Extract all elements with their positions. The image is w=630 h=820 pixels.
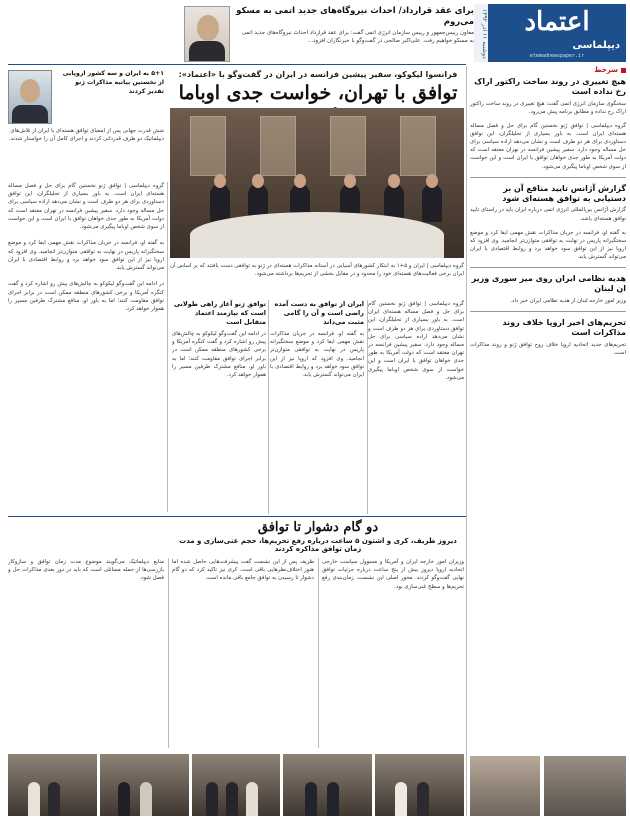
column-rule bbox=[318, 558, 319, 748]
sidebar-story-title[interactable]: هیچ تغییری در روند ساخت راکتور اراک رخ نداده است bbox=[474, 77, 626, 97]
photo-figure bbox=[118, 782, 130, 816]
photo-head bbox=[388, 174, 400, 188]
photo-table bbox=[190, 212, 444, 258]
sidebar-story-body: وزیر امور خارجه لبنان از هدیه نظامی ایران خبر داد. bbox=[510, 297, 626, 304]
section-title[interactable]: دو گام دشوار تا توافق bbox=[257, 520, 379, 535]
quote-lead: ۵+۱ به ایران و سه کشور اروپایی از نخستین بیانیه مذاکرات ژنو تقدیر کردند bbox=[62, 70, 164, 95]
sidebar-label: سرخط bbox=[470, 66, 626, 74]
section-column bbox=[322, 558, 464, 748]
issue-date: دوشنبه ۱۱ آذر ۱۳۹۲ bbox=[474, 4, 488, 62]
article-text: در ادامه این گفت‌وگو لیکوکو به چالش‌های پیش رو اشاره کرد و گفت کنگره آمریکا و برخی کشورهای منطقه ممکن است در برابر اجرای توافق مقاومت کنند؛ اما به باور او، منافع مشترک طرفین مسیر را هموار خواهد کرد. bbox=[8, 281, 164, 313]
article-column bbox=[368, 300, 464, 514]
section-rule bbox=[8, 516, 466, 517]
article-text: گروه دیپلماسی | توافق ژنو نخستین گام برای حل و فصل مساله هسته‌ای ایران است. به باور بسیاری از تحلیلگران، این توافق دستاوردی برای هر دو طرف است و نشان می‌دهد اراده سیاسی برای حل مساله وجود دارد. سفیر پیشین فرانسه در تهران معتقد است که دولت آمریکا به طور جدی خواهان توافق با ایران است و این خواست از سوی شخص اوباما پیگیری می‌شود. bbox=[8, 183, 164, 231]
top-story-title[interactable]: برای عقد قرارداد/ احداث نیروگاه‌های جدید اتمی به مسکو می‌روم bbox=[236, 6, 474, 28]
sidebar bbox=[470, 66, 626, 816]
bullet-icon bbox=[621, 68, 626, 73]
article-text: به گفته او، فرانسه در جریان مذاکرات نقش مهمی ایفا کرد و موضع سختگیرانه پاریس در نهایت به توافقی متوازن‌تر انجامید. وی افزود که اروپا نیز از این توافق سود خواهد برد و روابط اقتصادی با ایران می‌تواند گسترش یابد. bbox=[270, 331, 364, 379]
top-rule bbox=[8, 64, 466, 65]
sidebar-column-rule bbox=[466, 66, 467, 816]
section-subtitle: دیروز ظریف، کری و اشتون ۵ ساعت درباره رفع تحریم‌ها، حجم غنی‌سازی و مدت زمان توافق مذاکره کردند bbox=[179, 537, 457, 553]
divider bbox=[470, 267, 626, 268]
portrait-suit bbox=[12, 105, 48, 123]
portrait-suit bbox=[189, 41, 225, 61]
section-text: وزیران امور خارجه ایران و آمریکا و مسوول سیاست خارجی اتحادیه اروپا دیروز بیش از پنج ساعت درباره جزئیات توافق نهایی گفت‌وگو کردند. محور اصلی این نشست، زمان‌بندی رفع تحریم‌ها و سطح غنی‌سازی بود. bbox=[322, 559, 464, 590]
divider bbox=[470, 177, 626, 178]
bottom-photo[interactable] bbox=[192, 754, 281, 816]
photo-figure bbox=[226, 782, 238, 816]
top-story-body: معاون رییس‌جمهور و رییس سازمان انرژی اتمی گفت: برای عقد قرارداد احداث نیروگاه‌های جدید اتمی به مسکو خواهیم رفت. علی‌اکبر صالحی در گفت‌وگو با خبرنگاران افزود... bbox=[241, 30, 474, 45]
top-portrait-photo bbox=[184, 6, 230, 62]
divider bbox=[470, 311, 626, 312]
photo-head bbox=[426, 174, 438, 188]
photo-figure bbox=[28, 782, 40, 816]
sidebar-story-body: تحریم‌های جدید اتحادیه اروپا خلاف روح توافق ژنو و روند مذاکرات است. bbox=[470, 341, 626, 356]
sidebar-story-body: گزارش آژانس بین‌المللی انرژی اتمی درباره ایران باید در راستای تایید توافق هسته‌ای باشد. bbox=[470, 207, 626, 222]
section-column bbox=[172, 558, 314, 748]
sidebar-story-body-cont: به گفته او، فرانسه در جریان مذاکرات نقش مهمی ایفا کرد و موضع سختگیرانه پاریس در نهایت به توافقی متوازن‌تر انجامید. وی افزود که اروپا نیز از این توافق سود خواهد برد و روابط اقتصادی با ایران می‌تواند گسترش یابد. bbox=[470, 229, 626, 260]
bottom-photo[interactable] bbox=[375, 754, 464, 816]
section-name: دیپلماسی bbox=[572, 40, 620, 51]
column-rule bbox=[268, 300, 269, 514]
top-story[interactable] bbox=[236, 6, 474, 46]
photo-caption: گروه دیپلماسی | ایران و ۵+۱ به ابتکار کشورهای آسیایی در آستانه مذاکرات هسته‌ای در ژنو به توافقی دست یافتند که بر اساس آن ایران برخی فعالیت‌های هسته‌ای خود را محدود و در مقابل بخشی از تحریم‌ها برداشته می‌شود. bbox=[170, 263, 465, 278]
pull-quote: توافق ژنو آغاز راهی طولانی است که نیازمند اعتماد متقابل است bbox=[173, 300, 266, 327]
article-text: به گفته او، فرانسه در جریان مذاکرات نقش مهمی ایفا کرد و موضع سختگیرانه پاریس در نهایت به توافقی متوازن‌تر انجامید. وی افزود که اروپا نیز از این توافق سود خواهد برد و روابط اقتصادی با ایران می‌تواند گسترش یابد. bbox=[8, 240, 164, 272]
article-column bbox=[270, 330, 364, 514]
photo-figure bbox=[210, 184, 230, 222]
photo-figure bbox=[422, 184, 442, 222]
section-column bbox=[8, 558, 164, 748]
masthead[interactable] bbox=[488, 4, 626, 62]
photo-head bbox=[214, 174, 226, 188]
photo-window bbox=[330, 116, 366, 176]
sidebar-story-body-cont: گروه دیپلماسی | توافق ژنو نخستین گام برای حل و فصل مساله هسته‌ای ایران است. به باور بسیاری از تحلیلگران، این توافق دستاوردی برای هر دو طرف است و نشان می‌دهد اراده سیاسی برای حل مساله وجود دارد. سفیر پیشین فرانسه در تهران معتقد است که دولت آمریکا به طور جدی خواهان توافق با ایران است و این خواست از سوی شخص اوباما پیگیری می‌شود. bbox=[470, 123, 626, 170]
photo-figure bbox=[206, 782, 218, 816]
sidebar-photo[interactable] bbox=[544, 756, 626, 816]
sidebar-story-body: سخنگوی سازمان انرژی اتمی گفت: هیچ تغییری در روند ساخت راکتور اراک رخ نداده و مطابق برنامه پیش می‌رود. bbox=[470, 100, 626, 115]
article-column bbox=[8, 182, 164, 512]
photo-figure bbox=[48, 782, 60, 816]
column-rule bbox=[167, 182, 168, 512]
photo-window bbox=[260, 116, 296, 176]
article-text: گروه دیپلماسی | توافق ژنو نخستین گام برای حل و فصل مساله هسته‌ای ایران است. به باور بسیاری از تحلیلگران، این توافق دستاوردی برای هر دو طرف است و نشان می‌دهد اراده سیاسی برای حل مساله وجود دارد. سفیر پیشین فرانسه در تهران معتقد است که دولت آمریکا به طور جدی خواهان توافق با ایران است و این خواست از سوی شخص اوباما پیگیری می‌شود. bbox=[368, 301, 464, 381]
sidebar-photo[interactable] bbox=[470, 756, 540, 816]
section-text: منابع دیپلماتیک می‌گویند موضوع مدت زمان توافق و سازوکار بازرسی‌ها از جمله مسائلی است که باید در دور بعدی مذاکرات حل و فصل شود. bbox=[8, 559, 164, 582]
main-photo-meeting[interactable] bbox=[170, 108, 464, 258]
photo-figure bbox=[140, 782, 152, 816]
newspaper-logo: اعتماد bbox=[524, 7, 590, 37]
column-rule bbox=[367, 300, 368, 514]
quote-body: شش قدرت جهانی پس از امضای توافق هسته‌ای با ایران از تلاش‌های دیپلماتیک دو طرف قدردانی کردند و اجرای کامل آن را خواستار شدند. bbox=[8, 128, 164, 142]
bottom-photo[interactable] bbox=[100, 754, 189, 816]
column-rule bbox=[168, 558, 169, 748]
photo-head bbox=[294, 174, 306, 188]
photo-figure bbox=[327, 782, 339, 816]
bottom-photo-strip bbox=[8, 754, 464, 816]
photo-head bbox=[252, 174, 264, 188]
photo-figure bbox=[246, 782, 258, 816]
photo-window bbox=[190, 116, 226, 176]
photo-figure bbox=[417, 782, 429, 816]
sidebar-story-title[interactable]: هدیه نظامی ایران روی میز سوری وزیر ان لبنان bbox=[471, 274, 626, 294]
headline-kicker: فرانسوا لیکوکو، سفیر پیشین فرانسه در ایران در گفت‌وگو با «اعتماد»: bbox=[178, 70, 458, 79]
portrait-face bbox=[197, 15, 219, 41]
section-text: ظریف پس از این نشست گفت پیشرفت‌هایی حاصل شده اما هنوز اختلاف‌نظرهایی باقی است. کری نیز تاکید کرد که دو گام دشوار تا رسیدن به توافق جامع باقی مانده است. bbox=[172, 559, 314, 582]
sidebar-story-title[interactable]: تحریم‌های اخیر اروپا خلاف روند مذاکرات است bbox=[502, 317, 626, 338]
photo-window bbox=[400, 116, 436, 176]
article-text: در ادامه این گفت‌وگو لیکوکو به چالش‌های پیش رو اشاره کرد و گفت کنگره آمریکا و برخی کشورهای منطقه ممکن است در برابر اجرای توافق مقاومت کنند؛ اما به باور او، منافع مشترک طرفین مسیر را هموار خواهد کرد. bbox=[172, 331, 266, 379]
site-url[interactable]: etemadnewspaper.ir bbox=[529, 53, 585, 59]
pull-quote: ایران از توافق به دست آمده راضی است و آن را گامی مثبت می‌داند bbox=[274, 300, 364, 327]
section-header bbox=[170, 520, 466, 553]
portrait-face bbox=[20, 79, 40, 103]
quote-portrait-photo bbox=[8, 70, 52, 124]
sidebar-story-title[interactable]: گزارش آژانس تایید منافع آن بر دستیابی به توافق هسته‌ای شود bbox=[502, 183, 626, 204]
photo-figure bbox=[395, 782, 407, 816]
bottom-photo[interactable] bbox=[283, 754, 372, 816]
main-headline[interactable]: توافق با تهران، خواست جدی اوباما bbox=[178, 82, 458, 104]
bottom-photo[interactable] bbox=[8, 754, 97, 816]
article-column bbox=[172, 330, 266, 514]
quote-box bbox=[8, 70, 164, 180]
photo-head bbox=[344, 174, 356, 188]
photo-figure bbox=[305, 782, 317, 816]
